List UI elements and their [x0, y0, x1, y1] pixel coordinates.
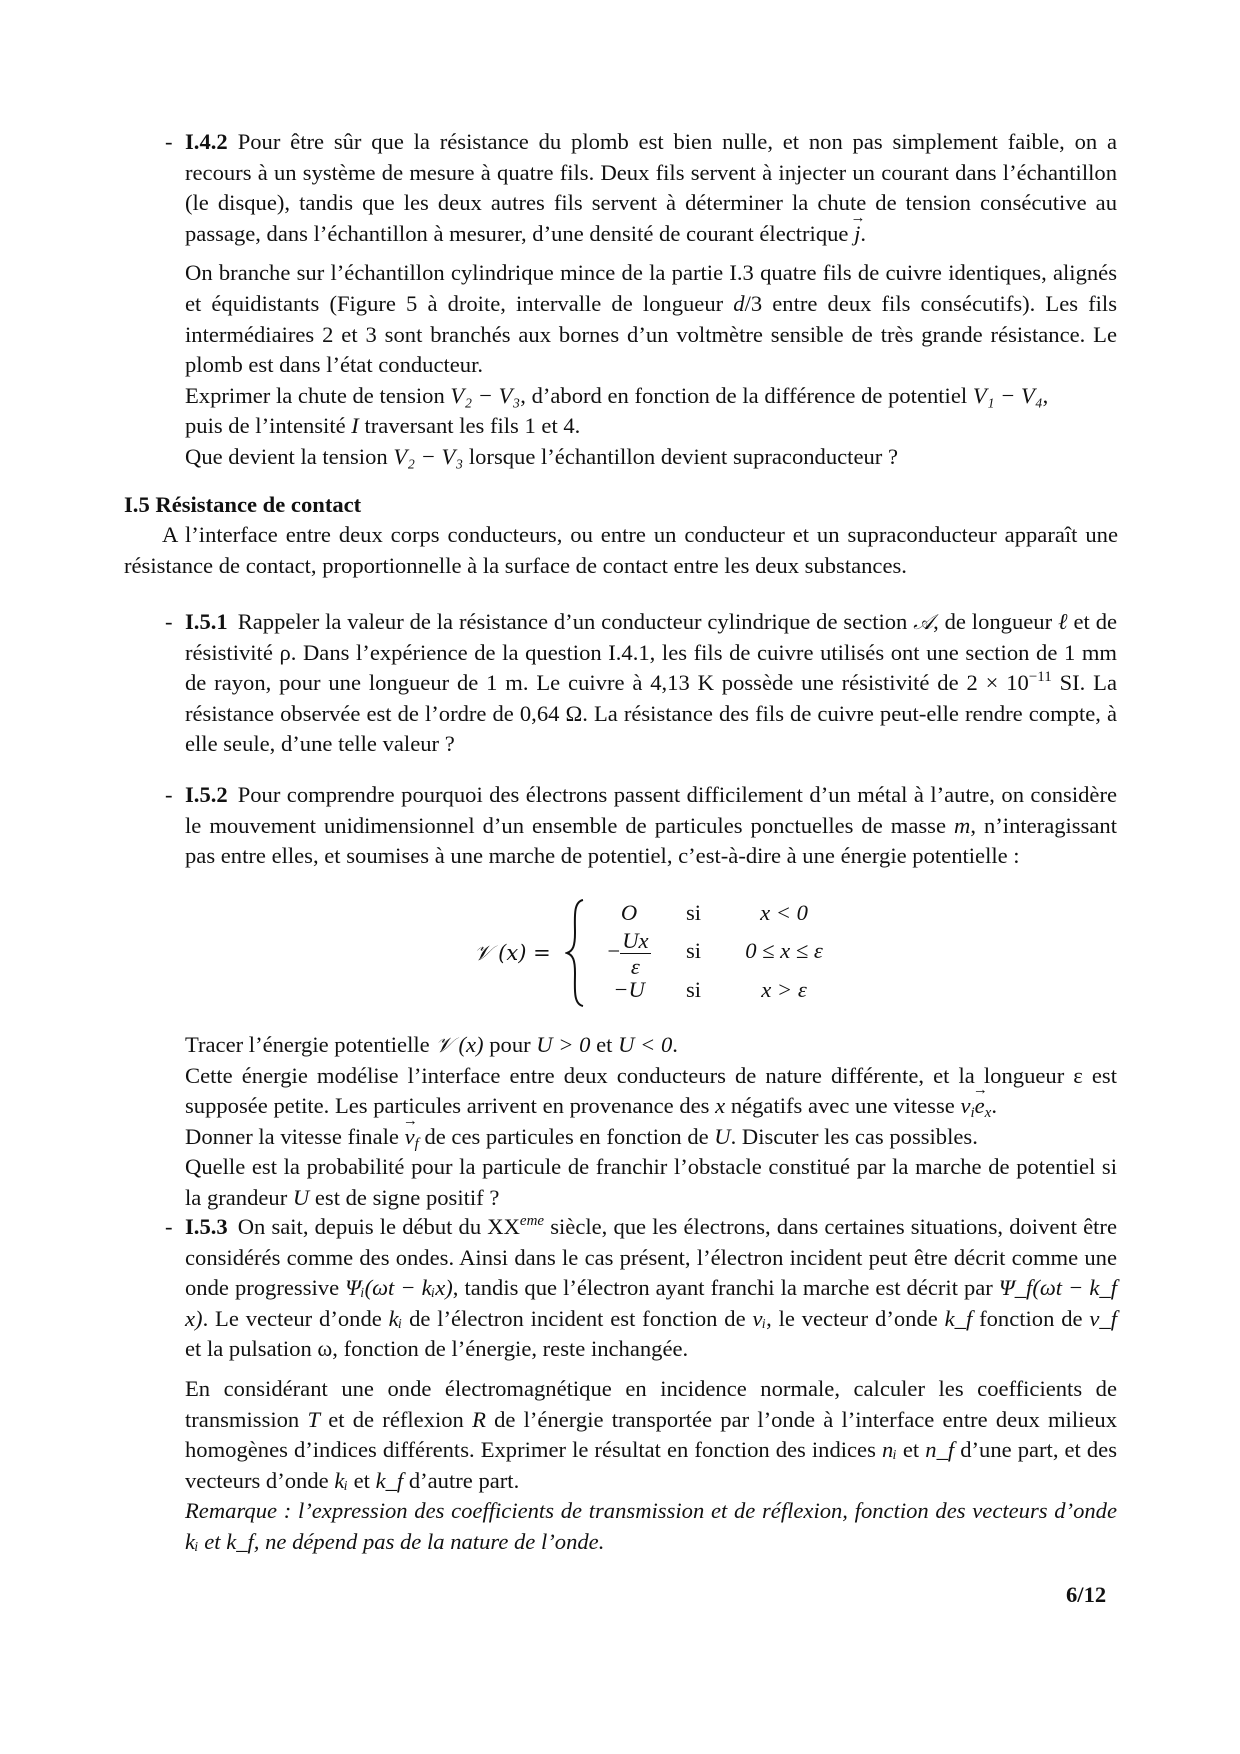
- question-paragraph: I.5.2 Pour comprendre pourquoi des électrons passent difficilement d’un métal à l’autre, on considère le mouvement unidimensionnel d’un ensemble de particules ponctuelles de masse m, n’interagissant pas entre elles, et soumises à une marche de potentiel, c’est-à-dire à une énergie potentielle :: [185, 782, 1117, 869]
- question-paragraph: I.5.1 Rappeler la valeur de la résistance d’un conducteur cylindrique de section 𝒜, de longueur ℓ et de résistivité ρ. Dans l’expérience de la question I.4.1, les fils de cuivre utilisés ont une section de 1 mm de rayon, pour une longueur de 1 m. Le cuivre à 4,13 K possède une résistivité de $2 \times 10^{-11}$ SI. La résistance observée est de l’ordre de 0,64 Ω. La résistance des fils de cuivre peut-elle rendre compte, à elle seule, d’une telle valeur ?: [185, 609, 1118, 757]
- question-paragraph: I.5.3 On sait, depuis le début du XXeme siècle, que les électrons, dans certaines situations, doivent être considérés comme des ondes. Ainsi dans le cas présent, l’électron incident peut être décrit comme une onde progressive Ψᵢ(ωt − kᵢx), tandis que l’électron ayant franchi la marche est décrit par Ψ_f(ωt − k_f x). Le vecteur d’onde kᵢ de l’électron incident est fonction de vᵢ, le vecteur d’onde k_f fonction de v_f et la pulsation ω, fonction de l’énergie, reste inchangée.: [185, 1213, 1117, 1362]
- list-dash: -: [165, 1214, 173, 1239]
- equation-lhs: 𝒱 (x) =: [474, 941, 551, 965]
- question-number: I.5.2: [185, 782, 228, 807]
- question-line: Donner la vitesse finale → $v_f$ de ces particules en fonction de U. Discuter les cas possibles.: [185, 1122, 1117, 1153]
- potential-energy-equation: [474, 898, 854, 1008]
- equation-row: −U si x > ε: [613, 977, 807, 1002]
- equation-row: O si x < 0: [620, 900, 808, 925]
- question-number: I.5.1: [185, 609, 228, 634]
- fraction: $\frac{Ux}{\varepsilon}$: [622, 928, 649, 979]
- question-line: Tracer l’énergie potentielle 𝒱 (x) pour U > 0 et U < 0.: [185, 1032, 678, 1057]
- question-i-5-2-continued: [185, 1030, 1117, 1214]
- question-line: Exprimer la chute de tension V₂ − V₃, d’abord en fonction de la différence de potentiel V₁ − V₄,: [185, 382, 1049, 408]
- question-number: I.5.3: [185, 1214, 228, 1239]
- current-density-vector: → j: [854, 219, 860, 250]
- list-dash: -: [165, 129, 173, 154]
- question-line: puis de l’intensité I traversant les fils 1 et 4.: [185, 413, 581, 439]
- question-i-5-3: [165, 1212, 1118, 1558]
- question-paragraph: I.4.2 Pour être sûr que la résistance du plomb est bien nulle, et non pas simplement faible, on a recours à un système de mesure à quatre fils. Deux fils servent à injecter un courant dans l’échantillon (le disque), tandis que les deux autres fils servent à déterminer la chute de tension consécutive au passage, dans l’échantillon à mesurer, d’une densité de courant électrique → j.: [185, 127, 1117, 249]
- question-line: Que devient la tension V₂ − V₃ lorsque l’échantillon devient supraconducteur ?: [185, 443, 898, 469]
- list-dash: -: [165, 609, 173, 634]
- question-paragraph: En considérant une onde électromagnétique en incidence normale, calculer les coefficients de transmission T et de réflexion R de l’énergie transportée par l’onde à l’interface entre deux milieux homogènes d’indices différents. Exprimer le résultat en fonction des indices nᵢ et n_f d’une part, et des vecteurs d’onde kᵢ et k_f d’autre part.: [185, 1375, 1118, 1493]
- question-paragraph: Quelle est la probabilité pour la particule de franchir l’obstacle constitué par la marche de potentiel si la grandeur U est de signe positif ?: [185, 1154, 1117, 1210]
- question-paragraph: Cette énergie modélise l’interface entre deux conducteurs de nature différente, et la longueur ε est supposée petite. Les particules arrivent en provenance des x négatifs avec une vitesse $v_i\to e_x$.: [185, 1061, 1117, 1122]
- page-number: 6/12: [1066, 1582, 1107, 1607]
- question-i-5-1: [165, 607, 1118, 760]
- question-i-4-2: [165, 127, 1118, 473]
- list-dash: -: [165, 782, 173, 807]
- left-brace: [565, 898, 587, 1008]
- equation-row: − $\frac{Ux}{\varepsilon}$ si 0 ≤ x ≤ ε: [607, 928, 823, 979]
- section-title: I.5 Résistance de contact: [124, 492, 362, 517]
- question-number: I.4.2: [185, 129, 228, 154]
- question-i-5-2: [165, 780, 1117, 872]
- question-paragraph: On branche sur l’échantillon cylindrique mince de la partie I.3 quatre fils de cuivre identiques, alignés et équidistants (Figure 5 à droite, intervalle de longueur d/3 entre deux fils consécutifs). Les fils intermédiaires 2 et 3 sont branchés aux bornes d’un voltmètre sensible de très grande résistance. Le plomb est dans l’état conducteur.: [185, 260, 1118, 378]
- remark: Remarque : l’expression des coefficients de transmission et de réflexion, fonction des vecteurs d’onde kᵢ et k_f, ne dépend pas de la nature de l’onde.: [185, 1498, 1117, 1554]
- section-intro: A l’interface entre deux corps conducteurs, ou entre un conducteur et un supraconducteur apparaît une résistance de contact, proportionnelle à la surface de contact entre les deux substances.: [124, 522, 1118, 578]
